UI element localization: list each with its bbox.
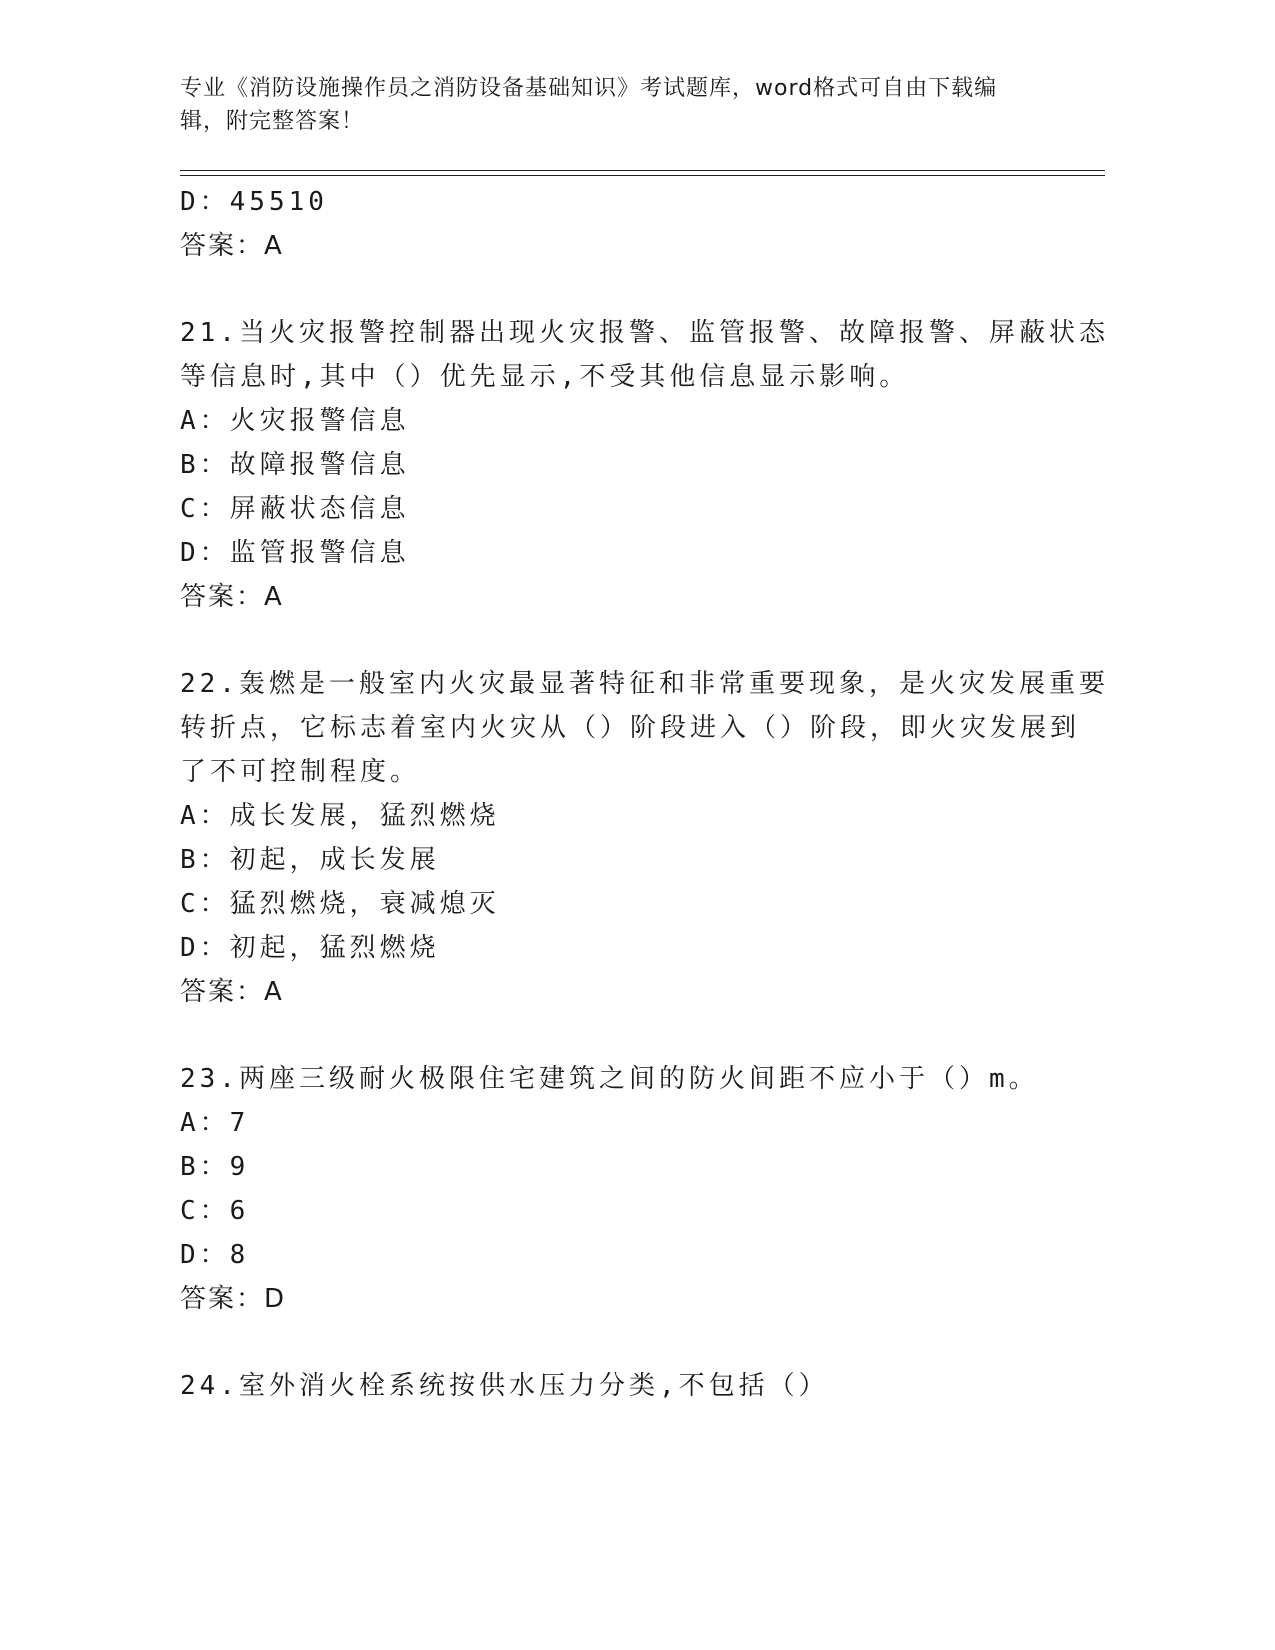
prev-answer: 答案：A bbox=[180, 231, 284, 261]
question-21 bbox=[180, 311, 1109, 619]
option-c: C：猛烈燃烧，衰减熄灭 bbox=[180, 889, 500, 919]
option-d: D：8 bbox=[180, 1240, 250, 1270]
question-24 bbox=[180, 1364, 1080, 1408]
question-line: 等信息时,其中（）优先显示,不受其他信息显示影响。 bbox=[180, 362, 910, 392]
option-d: D：监管报警信息 bbox=[180, 538, 410, 568]
question-line: 24.室外消火栓系统按供水压力分类,不包括（） bbox=[180, 1371, 829, 1401]
answer: 答案：A bbox=[180, 977, 284, 1007]
option-c: C：6 bbox=[180, 1196, 250, 1226]
header-line-2: 辑，附完整答案！ bbox=[180, 109, 365, 134]
option-b: B：故障报警信息 bbox=[180, 450, 410, 480]
question-text bbox=[180, 1364, 1080, 1408]
option-d: D：初起，猛烈燃烧 bbox=[180, 933, 440, 963]
header-rule-bottom bbox=[180, 175, 1105, 176]
question-text bbox=[180, 311, 1109, 399]
option-a: A：成长发展，猛烈燃烧 bbox=[180, 801, 500, 831]
option-c: C：屏蔽状态信息 bbox=[180, 494, 410, 524]
answer: 答案：D bbox=[180, 1284, 287, 1314]
option-a: A：火灾报警信息 bbox=[180, 406, 410, 436]
answer: 答案：A bbox=[180, 582, 284, 612]
question-23 bbox=[180, 1057, 1080, 1321]
question-22 bbox=[180, 662, 1109, 1014]
option-a: A：7 bbox=[180, 1108, 250, 1138]
question-text bbox=[180, 1057, 1080, 1101]
question-line: 转折点，它标志着室内火灾从（）阶段进入（）阶段，即火灾发展到 bbox=[180, 713, 1081, 743]
question-line: 了不可控制程度。 bbox=[180, 757, 421, 787]
header-line-1: 专业《消防设施操作员之消防设备基础知识》考试题库，word格式可自由下载编 bbox=[180, 76, 998, 101]
question-line: 22.轰燃是一般室内火灾最显著特征和非常重要现象，是火灾发展重要 bbox=[180, 669, 1109, 699]
document-header bbox=[180, 72, 1060, 138]
question-list bbox=[180, 180, 1109, 1408]
option-b: B：9 bbox=[180, 1152, 250, 1182]
header-rule-top bbox=[180, 170, 1105, 171]
question-line: 21.当火灾报警控制器出现火灾报警、监管报警、故障报警、屏蔽状态 bbox=[180, 318, 1109, 348]
option-b: B：初起，成长发展 bbox=[180, 845, 440, 875]
prev-option-d: D：45510 bbox=[180, 187, 328, 217]
question-line: 23.两座三级耐火极限住宅建筑之间的防火间距不应小于（）m。 bbox=[180, 1064, 1039, 1094]
question-text bbox=[180, 662, 1109, 794]
